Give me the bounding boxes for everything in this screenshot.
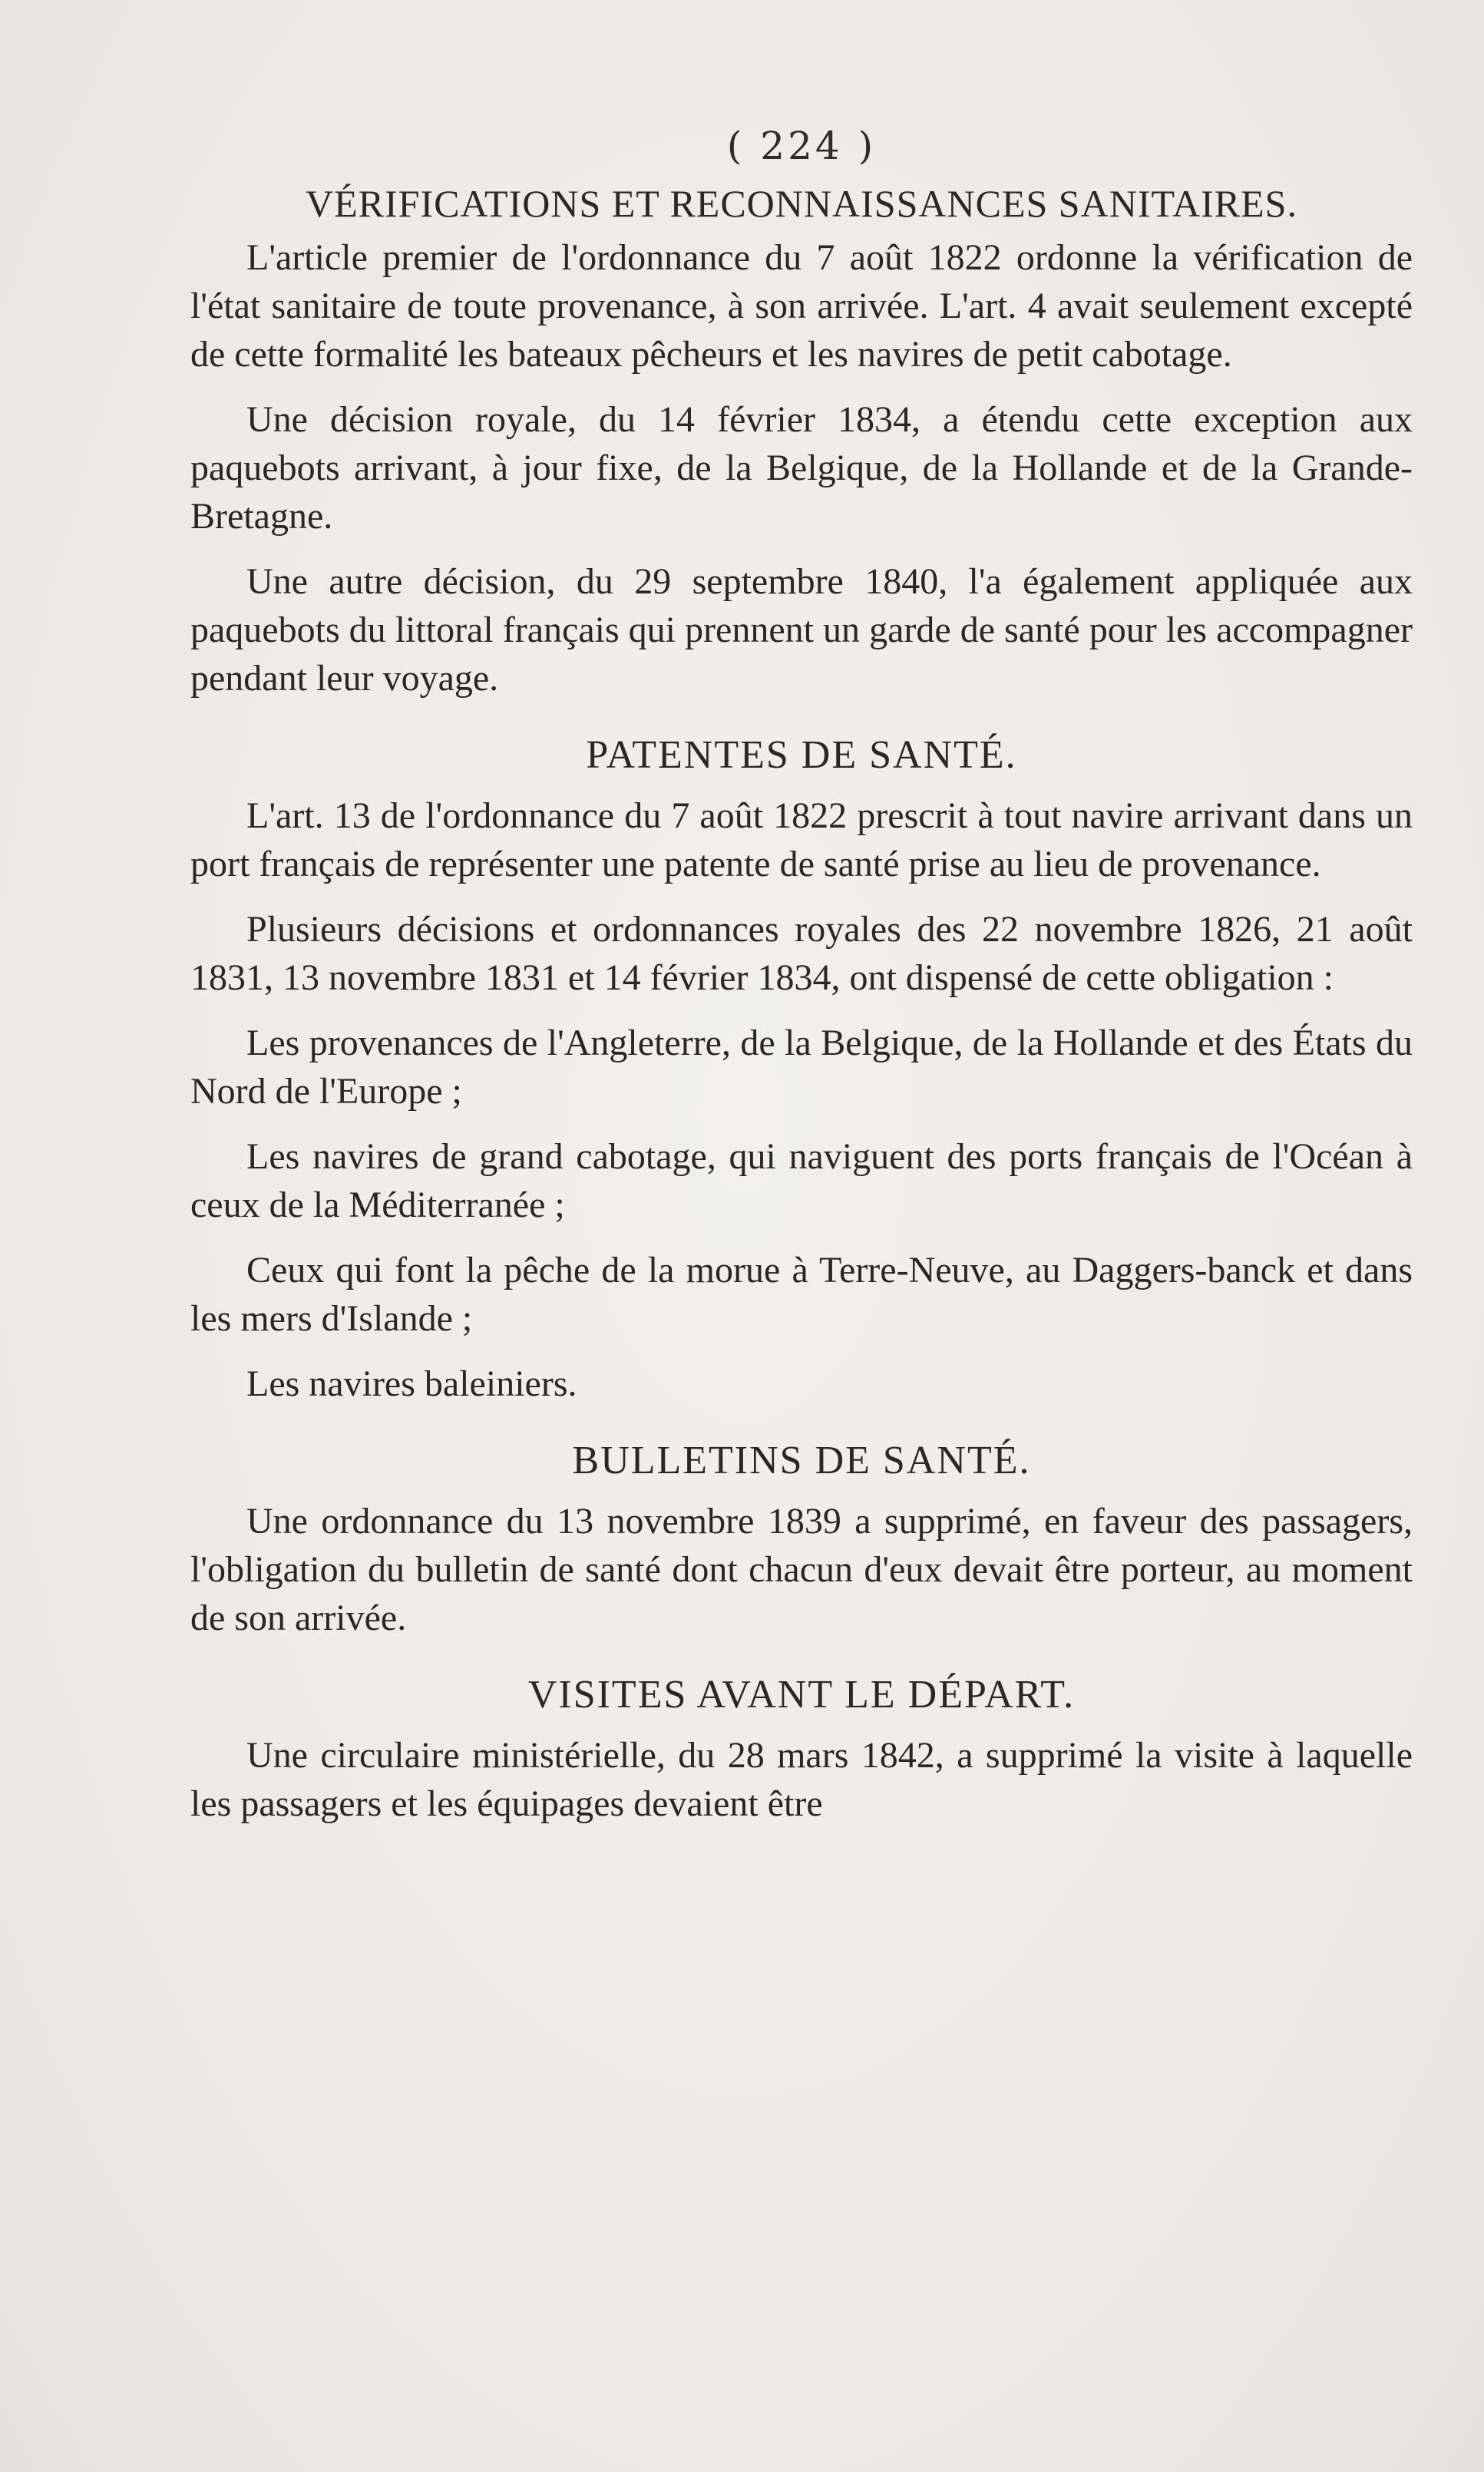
- paragraph: Une décision royale, du 14 février 1834, a étendu cette exception aux paquebots arrivant, à jour fixe, de la Belgique, de la Hollande et de la Grande-Bretagne.: [190, 399, 1413, 537]
- page-number: ( 224 ): [726, 124, 877, 168]
- paragraph: Une ordonnance du 13 novembre 1839 a supprimé, en faveur des passagers, l'obligation du bulletin de santé dont chacun d'eux devait être porteur, au moment de son arrivée.: [190, 1501, 1413, 1638]
- paragraph: Les navires de grand cabotage, qui naviguent des ports français de l'Océan à ceux de la Méditerranée ;: [190, 1136, 1413, 1225]
- section-heading-bulletins: BULLETINS DE SANTÉ.: [572, 1439, 1031, 1482]
- section-heading-verifications: VÉRIFICATIONS ET RECONNAISSANCES SANITAIRES.: [306, 182, 1297, 225]
- paragraph: Les navires baleiniers.: [246, 1363, 577, 1404]
- paragraph: Plusieurs décisions et ordonnances royales des 22 novembre 1826, 21 août 1831, 13 novembre 1831 et 14 février 1834, ont dispensé de cette obligation :: [190, 909, 1413, 998]
- paragraph: L'art. 13 de l'ordonnance du 7 août 1822 prescrit à tout navire arrivant dans un port français de représenter une patente de santé prise au lieu de provenance.: [190, 795, 1413, 884]
- paragraph: Ceux qui font la pêche de la morue à Terre-Neuve, au Daggers-banck et dans les mers d'Islande ;: [190, 1250, 1413, 1339]
- paragraph: Une circulaire ministérielle, du 28 mars 1842, a supprimé la visite à laquelle les passagers et les équipages devaient être: [190, 1735, 1413, 1824]
- section-heading-patentes: PATENTES DE SANTÉ.: [586, 733, 1017, 777]
- paragraph: L'article premier de l'ordonnance du 7 août 1822 ordonne la vérification de l'état sanitaire de toute provenance, à son arrivée. L'art. 4 avait seulement excepté de cette formalité les bateaux pêcheurs et les navires de petit cabotage.: [190, 237, 1413, 375]
- paragraph: Les provenances de l'Angleterre, de la Belgique, de la Hollande et des États du Nord de l'Europe ;: [190, 1023, 1413, 1112]
- section-heading-visites: VISITES AVANT LE DÉPART.: [527, 1673, 1076, 1717]
- page-text: [190, 115, 1413, 1845]
- paragraph: Une autre décision, du 29 septembre 1840, l'a également appliquée aux paquebots du littoral français qui prennent un garde de santé pour les accompagner pendant leur voyage.: [190, 561, 1413, 699]
